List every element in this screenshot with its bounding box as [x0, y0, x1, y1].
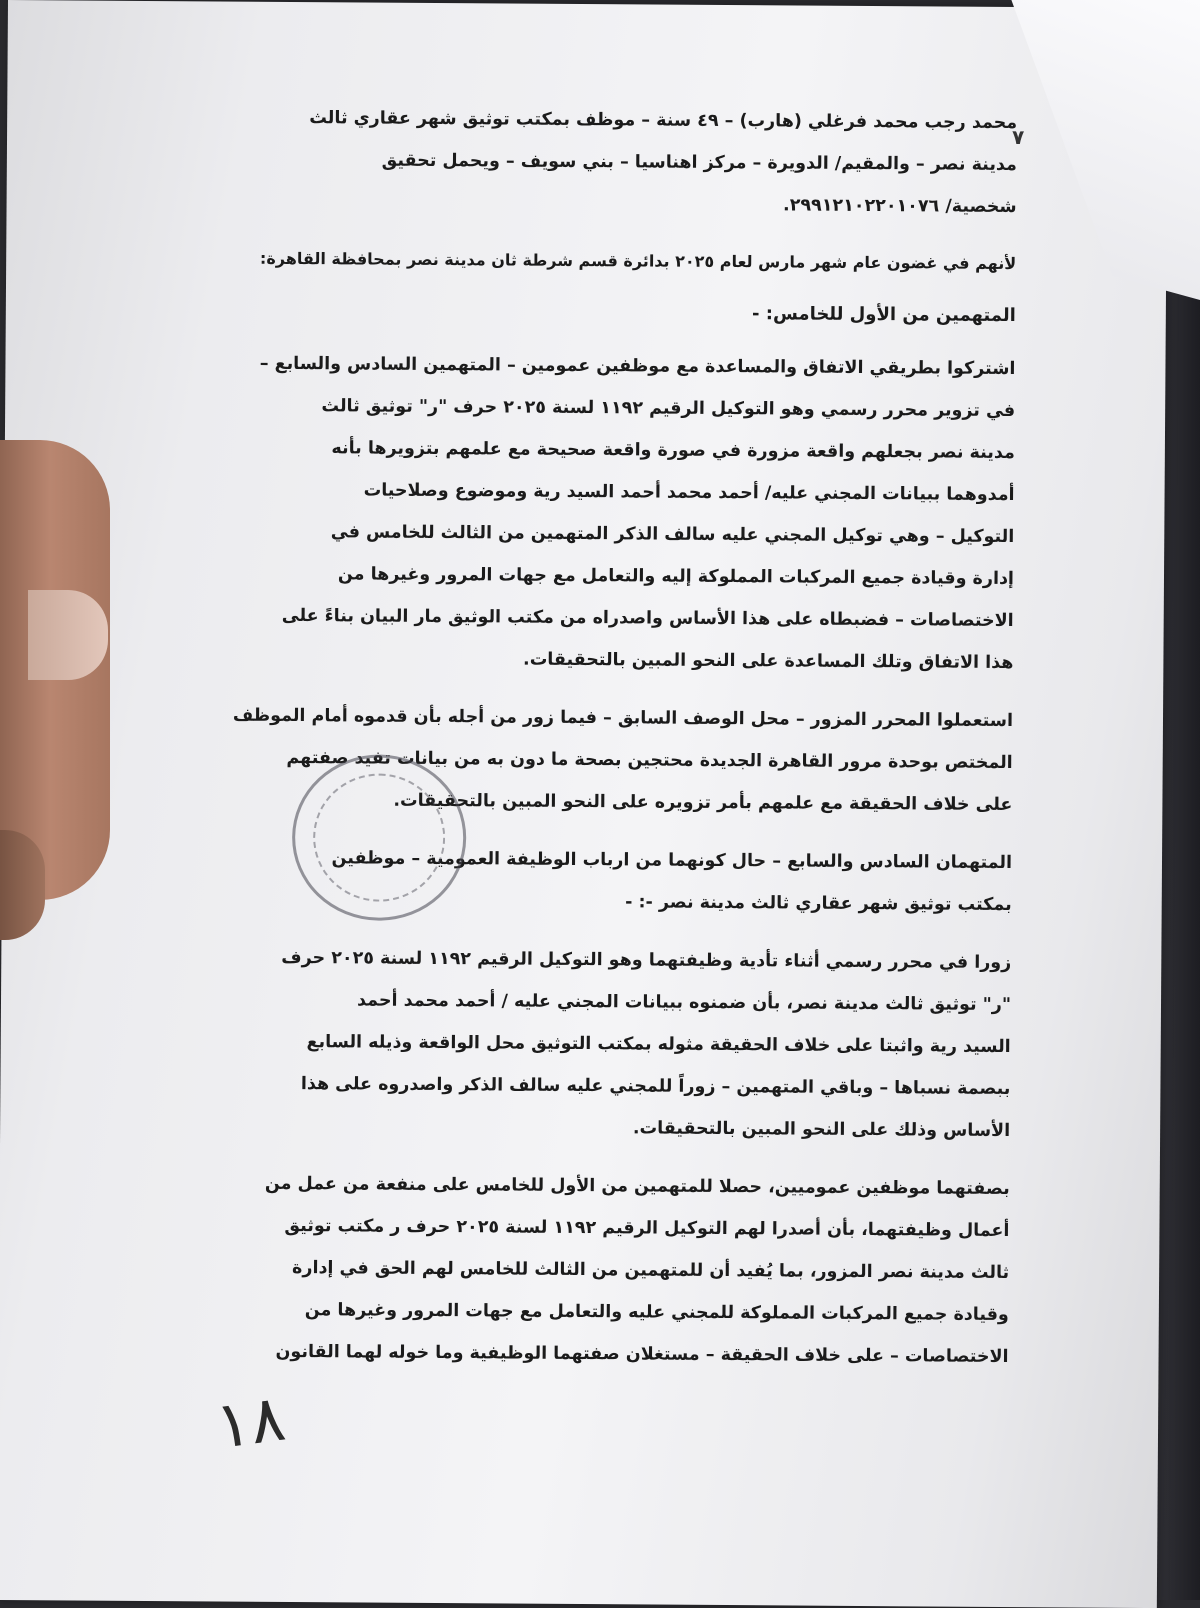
text-line: الاختصاصات – فضبطاه على هذا الأساس واصدراه من مكتب الوثيق مار البيان بناءً على — [281, 605, 1014, 632]
text-line: محمد رجب محمد فرغلي (هارب) – ٤٩ سنة – موظف بمكتب توثيق شهر عقاري ثالث — [309, 108, 1018, 134]
document-body — [168, 96, 1017, 1394]
text-line: إدارة وقيادة جميع المركبات المملوكة إليه والتعامل مع جهات المرور وغيرها من — [337, 564, 1015, 590]
text-line: بمكتب توثيق شهر عقاري ثالث مدينة نصر -: - — [625, 892, 1012, 916]
text-line: الأساس وذلك على النحو المبين بالتحقيقات. — [632, 1118, 1011, 1142]
text-line: على خلاف الحقيقة مع علمهم بأمر تزويره على النحو المبين بالتحقيقات. — [393, 790, 1013, 816]
paragraph-5 — [168, 1162, 1009, 1378]
text-line: في تزوير محرر رسمي وهو التوكيل الرقيم ١١٩٢ لسنة ٢٠٢٥ حرف "ر" توثيق ثالث — [321, 396, 1016, 422]
text-line: هذا الاتفاق وتلك المساعدة على النحو المبين بالتحقيقات. — [523, 649, 1014, 674]
section-heading: المتهمين من الأول للخامس: - — [752, 303, 1016, 327]
paragraph-4 — [170, 936, 1011, 1152]
text-line: زورا في محرر رسمي أثناء تأدية وظيفتهما وهو التوكيل الرقيم ١١٩٢ لسنة ٢٠٢٥ حرف — [281, 947, 1012, 974]
text-line: استعملوا المحرر المزور – محل الوصف السابق – فيما زور من أجله بأن قدموه أمام الموظف — [232, 705, 1014, 732]
text-line: التوكيل – وهي توكيل المجني عليه سالف الذكر المتهمين من الثالث للخامس في — [330, 522, 1015, 548]
thumbnail-nail — [28, 590, 108, 680]
text-line: السيد رية واثبتا على خلاف الحقيقة مثوله بمكتب التوثيق محل الواقعة وذيله السابع — [306, 1032, 1011, 1058]
text-line: الاختصاصات – على خلاف الحقيقة – مستغلان صفتهما الوظيفية وما خوله لهما القانون — [275, 1341, 1009, 1368]
text-line: ثالث مدينة نصر المزور، بما يُفيد أن للمتهمين من الثالث للخامس لهم الحق في إدارة — [292, 1258, 1010, 1284]
text-line: شخصية/ ٢٩٩١٢١٠٢٢٠١٠٧٦. — [782, 195, 1017, 218]
text-line: المتهمان السادس والسابع – حال كونهما من ارباب الوظيفة العمومية – موظفين — [331, 848, 1013, 874]
paragraph-1 — [173, 342, 1015, 684]
text-line: بصفتهما موظفين عموميين، حصلا للمتهمين من الأول للخامس على منفعة من عمل من — [264, 1173, 1010, 1200]
text-line: المختص بوحدة مرور القاهرة الجديدة محتجين بصحة ما دون به من بيانات تفيد صفتهم — [286, 747, 1013, 774]
handwritten-page-number: ١٨ — [211, 1381, 290, 1464]
date-line: لأنهم في غضون عام شهر مارس لعام ٢٠٢٥ بدائرة قسم شرطة ثان مدينة نصر بمحافظة القاهرة: — [259, 248, 1017, 274]
text-line: مدينة نصر – والمقيم/ الدويرة – مركز اهناسيا – بني سويف – ويحمل تحقيق — [381, 150, 1017, 176]
text-line: أمدوهما ببيانات المجني عليه/ أحمد محمد أحمد السيد رية وموضوع وصلاحيات — [363, 480, 1015, 506]
defendant-block — [176, 96, 1017, 228]
text-line: وقيادة جميع المركبات المملوكة للمجني عليه والتعامل مع جهات المرور وغيرها من — [304, 1300, 1009, 1326]
text-line: ببصمة نسباها – وباقي المتهمين – زوراً للمجني عليه سالف الذكر واصدروه على هذا — [300, 1074, 1011, 1100]
official-stamp — [292, 754, 467, 921]
item-marker: ٧ — [1011, 125, 1025, 150]
text-line: مدينة نصر بجعلهم واقعة مزورة في صورة واقعة صحيحة مع علمهم بتزويرها بأنه — [331, 438, 1015, 464]
text-line: أعمال وظيفتهما، بأن أصدرا لهم التوكيل الرقيم ١١٩٢ لسنة ٢٠٢٥ حرف ر مكتب توثيق — [284, 1215, 1010, 1242]
text-line: اشتركوا بطريقي الاتفاق والمساعدة مع موظفين عمومين – المتهمين السادس والسابع – — [259, 353, 1016, 380]
text-line: "ر" توثيق ثالث مدينة نصر، بأن ضمنوه ببيانات المجني عليه / أحمد محمد أحمد — [357, 990, 1012, 1016]
